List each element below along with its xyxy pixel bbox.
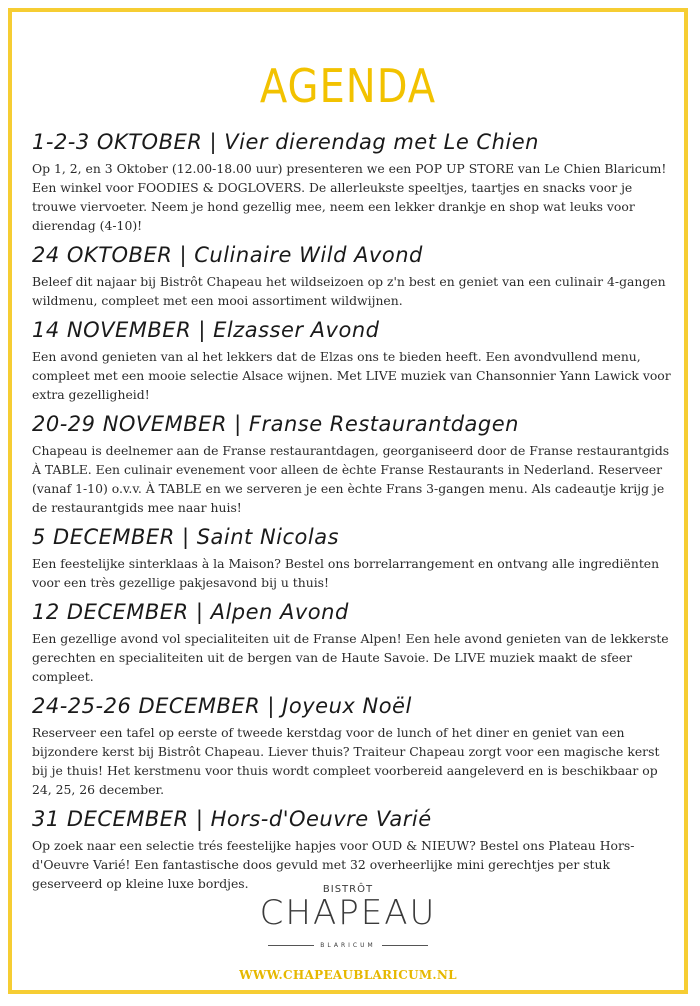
event-item: [32, 807, 678, 893]
event-heading: 20-29 NOVEMBER | Franse Restaurantdagen: [32, 412, 519, 436]
event-heading: 31 DECEMBER | Hors-d'Oeuvre Varié: [32, 807, 432, 831]
event-description: Een gezellige avond vol specialiteiten uit de Franse Alpen! Een hele avond genieten van de lekkerste gerechten en specialiteiten uit de bergen van de Haute Savoie. De LIVE muziek maakt de sfeer compleet.: [32, 631, 669, 684]
logo-divider-right: [382, 945, 428, 946]
event-item: [32, 130, 678, 235]
event-item: [32, 318, 678, 404]
logo-small-text: BISTRÔT: [322, 884, 374, 895]
bistrot-chapeau-logo: [12, 884, 684, 950]
event-item: [32, 694, 678, 799]
event-heading: 12 DECEMBER | Alpen Avond: [32, 600, 349, 624]
event-description: Op zoek naar een selectie trés feestelijke hapjes voor OUD & NIEUW? Bestel ons Plateau Hors-d'Oeuvre Varié! Een fantastische doos gevuld met 32 overheerlijke mini gerechtjes per stuk geserveerd op kleine luxe bordjes.: [32, 838, 635, 891]
event-list: [32, 130, 678, 901]
page-title: AGENDA: [259, 60, 437, 114]
event-item: [32, 243, 678, 310]
event-description: Chapeau is deelnemer aan de Franse restaurantdagen, georganiseerd door de Franse restaurantgids À TABLE. Een culinair evenement voor alleen de èchte Franse Restaurants in Nederland. Reserveer (vanaf 1-10) o.v.v. À TABLE en we serveren je een èchte Frans 3-gangen menu. Als cadeautje krijg je de restaurantgids mee naar huis!: [32, 443, 670, 515]
event-heading: 24-25-26 DECEMBER | Joyeux Noël: [32, 694, 412, 718]
event-description: Op 1, 2, en 3 Oktober (12.00-18.00 uur) presenteren we een POP UP STORE van Le Chien Blaricum! Een winkel voor FOODIES & DOGLOVERS. De allerleukste speeltjes, taartjes en snacks voor je trouwe viervoeter. Neem je hond gezellig mee, neem een lekker drankje en shop wat leuks voor dierendag (4-10)!: [32, 161, 667, 233]
logo-divider-left: [268, 945, 314, 946]
event-item: [32, 600, 678, 686]
website-link[interactable]: WWW.CHAPEAUBLARICUM.NL: [239, 968, 457, 982]
logo-subline: [268, 942, 427, 949]
event-description: Reserveer een tafel op eerste of tweede kerstdag voor de lunch of het diner en geniet van een bijzondere kerst bij Bistrôt Chapeau. Liever thuis? Traiteur Chapeau zorgt voor een magische kerst bij je thuis! Het kerstmenu voor thuis wordt compleet voorbereid aangeleverd en is beschikbaar op 24, 25, 26 december.: [32, 725, 660, 797]
logo-sub-text: BLARICUM: [320, 942, 376, 949]
event-description: Een feestelijke sinterklaas à la Maison? Bestel ons borrelarrangement en ontvang alle ingrediënten voor een très gezellige pakjesavond bij u thuis!: [32, 556, 660, 590]
event-description: Een avond genieten van al het lekkers dat de Elzas ons te bieden heeft. Een avondvullend menu, compleet met een mooie selectie Alsace wijnen. Met LIVE muziek van Chansonnier Yann Lawick voor extra gezelligheid!: [32, 349, 671, 402]
agenda-page: [8, 8, 688, 994]
event-item: [32, 412, 678, 517]
event-heading: 24 OKTOBER | Culinaire Wild Avond: [32, 243, 423, 267]
logo-big-text: CHAPEAU: [259, 893, 437, 933]
event-heading: 1-2-3 OKTOBER | Vier dierendag met Le Chien: [32, 130, 539, 154]
event-heading: 14 NOVEMBER | Elzasser Avond: [32, 318, 380, 342]
event-heading: 5 DECEMBER | Saint Nicolas: [32, 525, 340, 549]
event-description: Beleef dit najaar bij Bistrôt Chapeau het wildseizoen op z'n best en geniet van een culinair 4-gangen wildmenu, compleet met een mooi assortiment wildwijnen.: [32, 274, 666, 308]
event-item: [32, 525, 678, 592]
